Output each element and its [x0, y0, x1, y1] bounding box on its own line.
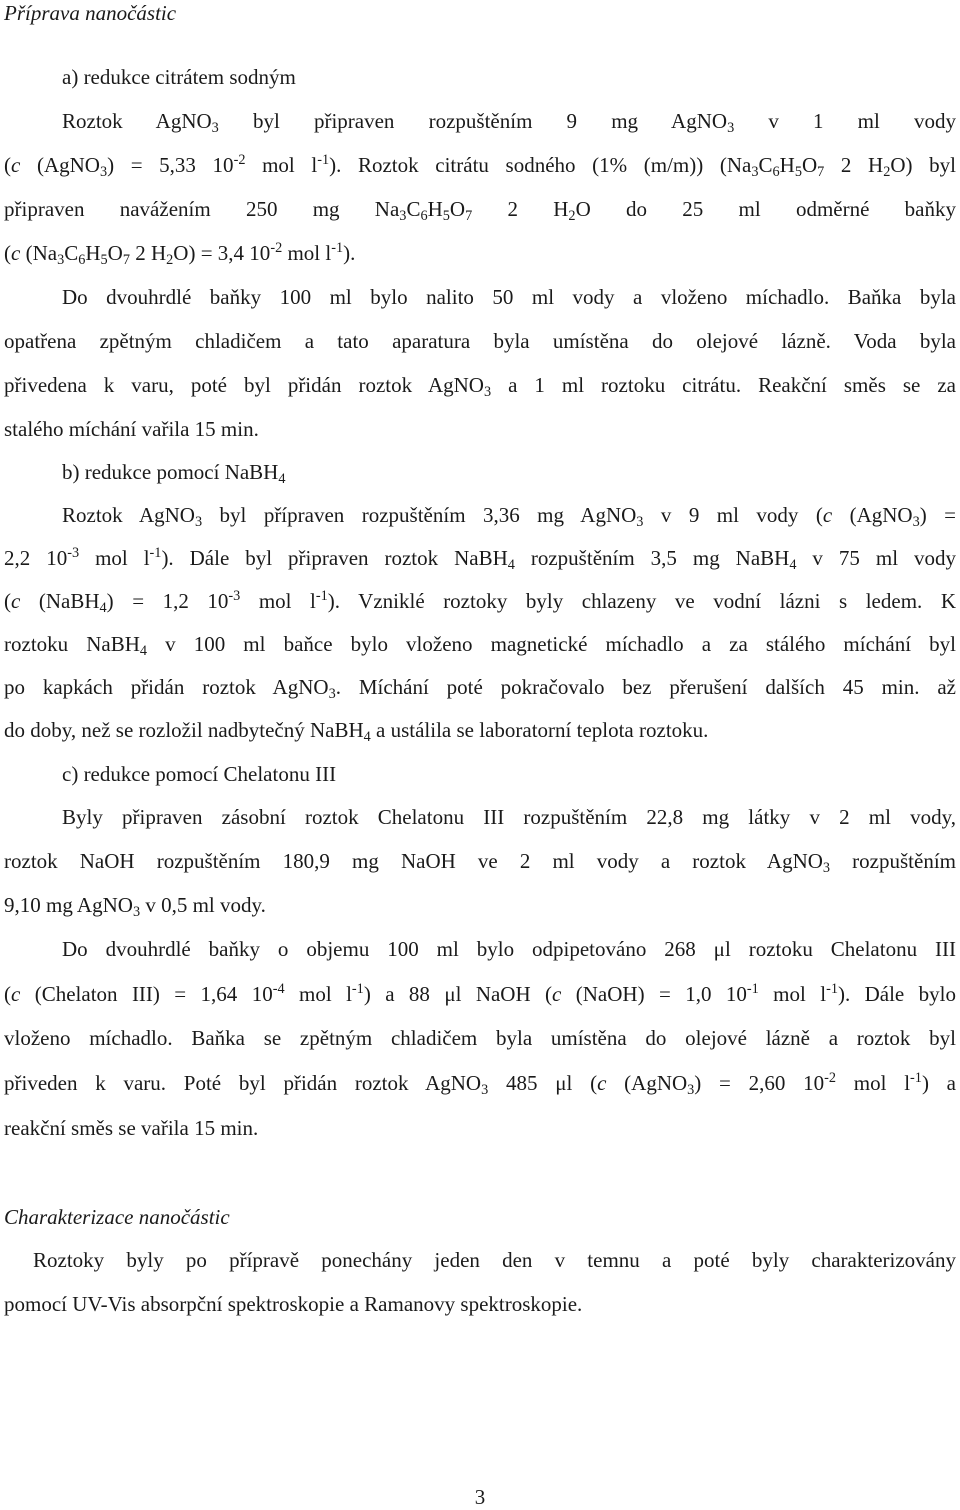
section-c-line-3: Do dvouhrdlé baňky o objemu 100 ml bylo odpipetováno 268 μl roztoku Chelatonu III [62, 937, 956, 961]
section-a-line-4: Do dvouhrdlé baňky 100 ml bylo nalito 50 ml vody a vloženo míchadlo. Baňka byla [62, 285, 956, 309]
section-b-title: b) redukce pomocí NaBH$_4$ [62, 460, 286, 487]
section-c-title: c) redukce pomocí Chelatonu III [62, 762, 337, 786]
char-line-1: pomocí UV-Vis absorpční spektroskopie a Ramanovy spektroskopie. [4, 1292, 583, 1316]
section-a-line-1: (c (AgNO$_3$) = 5,33 $10^{-2}$ mol $l^{-1}$). Roztok citrátu sodného (1% (m/m)) ($Na_3C_6H_5O_7$ 2 $H_2O$) byl [4, 152, 956, 180]
heading-priprava: Příprava nanočástic [4, 1, 177, 25]
section-c-line-4: (c (Chelaton III) = 1,64 $10^{-4}$ mol $l^{-1}$) a 88 μl NaOH (c (NaOH) = 1,0 $10^{-1}$ mol $l^{-1}$). Dále bylo [4, 981, 956, 1006]
heading-charakterizace: Charakterizace nanočástic [4, 1205, 230, 1229]
char-line-0: Roztoky byly po přípravě ponechány jeden den v temnu a poté byly charakterizovány [33, 1248, 956, 1272]
section-a-line-6: přivedena k varu, poté byl přidán roztok AgNO$_3$ a 1 ml roztoku citrátu. Reakční směs se za [4, 373, 956, 400]
section-c-line-7: reakční směs se vařila 15 min. [4, 1116, 259, 1140]
section-a-title: a) redukce citrátem sodným [62, 65, 296, 89]
section-b-line-5: do doby, než se rozložil nadbytečný NaBH$_4$ a ustálila se laboratorní teplota roztoku. [4, 718, 709, 745]
section-b-line-4: po kapkách přidán roztok AgNO$_3$. Míchání poté pokračovalo bez přerušení dalších 45 min. až [4, 675, 956, 702]
section-a-line-2: připraven navážením 250 mg $Na_3C_6H_5O_7$ 2 $H_2O$ do 25 ml odměrné baňky [4, 197, 957, 224]
section-b-line-0: Roztok AgNO$_3$ byl přípraven rozpuštěním 3,36 mg AgNO$_3$ v 9 ml vody (c (AgNO$_3$) = [62, 503, 957, 530]
section-a-line-0: Roztok AgNO$_3$ byl připraven rozpuštěním 9 mg AgNO$_3$ v 1 ml vody [62, 109, 957, 136]
page-number: 3 [474, 1485, 486, 1509]
section-b-line-2: (c (NaBH$_4$) = 1,2 $10^{-3}$ mol $l^{-1}$). Vzniklé roztoky byly chlazeny ve vodní lázni s ledem. K [4, 588, 956, 616]
section-a-line-7: stalého míchání vařila 15 min. [4, 417, 259, 441]
section-c-line-1: roztok NaOH rozpuštěním 180,9 mg NaOH ve 2 ml vody a roztok AgNO$_3$ rozpuštěním [4, 849, 956, 876]
section-c-line-5: vloženo míchadlo. Baňka se zpětným chladičem byla umístěna do olejové lázně a roztok byl [4, 1026, 956, 1050]
section-c-line-0: Byly připraven zásobní roztok Chelatonu III rozpuštěním 22,8 mg látky v 2 ml vody, [62, 805, 956, 829]
section-a-line-3: (c ($Na_3C_6H_5O_7$ 2 $H_2O) = 3,4$ $10^{-2}$ mol $l^{-1}$). [4, 240, 356, 268]
section-a-line-5: opatřena zpětným chladičem a tato aparatura byla umístěna do olejové lázně. Voda byla [4, 329, 956, 353]
section-b-line-1: 2,2 $10^{-3}$ mol $l^{-1}$). Dále byl připraven roztok NaBH$_4$ rozpuštěním 3,5 mg NaBH$_4$ v 75 ml vody [4, 545, 956, 573]
section-b-line-3: roztoku NaBH$_4$ v 100 ml baňce bylo vloženo magnetické míchadlo a za stálého míchání byl [4, 632, 956, 659]
section-c-line-6: přiveden k varu. Poté byl přidán roztok AgNO$_3$ 485 μl (c (AgNO$_3$) = 2,60 $10^{-2}$ mol $l^{-1}$) a [4, 1070, 957, 1098]
section-c-line-2: 9,10 mg AgNO$_3$ v 0,5 ml vody. [4, 893, 266, 920]
